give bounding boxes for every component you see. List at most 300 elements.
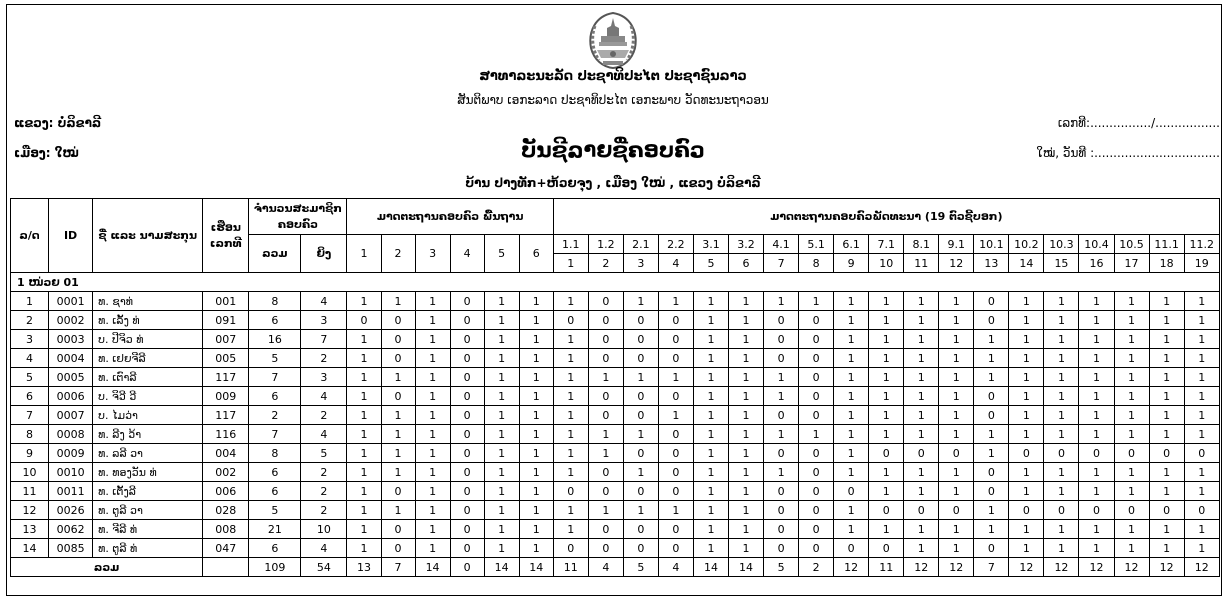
row-dev-value: 0: [799, 463, 834, 482]
header-name: ຊື່ ແລະ ນາມສະກຸນ: [93, 199, 203, 273]
row-dev-value: 1: [869, 520, 904, 539]
row-id: 0006: [49, 387, 93, 406]
totals-label: ລວມ: [11, 558, 203, 577]
row-basic-value: 0: [450, 406, 484, 425]
row-dev-value: 1: [869, 292, 904, 311]
table-row: [11, 539, 1220, 558]
row-dev-value: 0: [764, 406, 799, 425]
row-member-female: 4: [301, 292, 347, 311]
row-dev-value: 1: [834, 311, 869, 330]
row-dev-value: 1: [1149, 330, 1184, 349]
row-house-number: 117: [203, 368, 249, 387]
row-dev-value: 0: [588, 311, 623, 330]
row-dev-value: 1: [764, 292, 799, 311]
row-dev-value: 1: [834, 444, 869, 463]
totals-dev-value: 12: [1184, 558, 1219, 577]
header-dev-code: 8.1: [904, 235, 939, 254]
row-id: 0008: [49, 425, 93, 444]
row-basic-value: 1: [347, 349, 381, 368]
row-member-female: 7: [301, 330, 347, 349]
row-basic-value: 1: [519, 520, 553, 539]
row-basic-value: 1: [347, 463, 381, 482]
row-house-number: 002: [203, 463, 249, 482]
row-dev-value: 1: [974, 349, 1009, 368]
header-dev-number: 12: [939, 254, 974, 273]
row-basic-value: 1: [484, 539, 519, 558]
totals-dev-value: 11: [553, 558, 588, 577]
row-dev-value: 1: [904, 482, 939, 501]
row-dev-value: 1: [1044, 539, 1079, 558]
row-dev-value: 1: [1079, 406, 1114, 425]
header-dev-number: 5: [693, 254, 728, 273]
row-dev-value: 1: [1184, 349, 1219, 368]
row-basic-value: 1: [519, 387, 553, 406]
row-dev-value: 0: [764, 482, 799, 501]
row-dev-value: 1: [1079, 292, 1114, 311]
row-dev-value: 1: [904, 368, 939, 387]
row-dev-value: 1: [1009, 425, 1044, 444]
row-dev-value: 1: [1184, 520, 1219, 539]
header-dev-code: 10.3: [1044, 235, 1079, 254]
row-dev-value: 1: [1149, 368, 1184, 387]
row-dev-value: 1: [623, 425, 658, 444]
header-dev-code: 9.1: [939, 235, 974, 254]
table-row: [11, 463, 1220, 482]
header-basic-col: 3: [415, 235, 450, 273]
row-dev-value: 1: [1114, 387, 1149, 406]
row-basic-value: 1: [415, 501, 450, 520]
row-dev-value: 1: [553, 425, 588, 444]
row-house-number: 116: [203, 425, 249, 444]
row-basic-value: 0: [450, 444, 484, 463]
totals-dev-value: 12: [1079, 558, 1114, 577]
row-dev-value: 1: [1009, 349, 1044, 368]
row-dev-value: 0: [553, 482, 588, 501]
row-basic-value: 1: [415, 463, 450, 482]
row-dev-value: 1: [693, 482, 728, 501]
row-member-total: 6: [249, 463, 301, 482]
row-dev-value: 1: [1044, 406, 1079, 425]
row-dev-value: 1: [834, 463, 869, 482]
row-dev-value: 1: [1184, 463, 1219, 482]
table-header: [11, 199, 1220, 273]
row-dev-value: 1: [904, 311, 939, 330]
row-dev-value: 1: [1184, 368, 1219, 387]
row-dev-value: 1: [1009, 330, 1044, 349]
row-basic-value: 0: [450, 368, 484, 387]
row-dev-value: 1: [623, 368, 658, 387]
row-dev-value: 0: [1079, 444, 1114, 463]
row-dev-value: 0: [764, 349, 799, 368]
row-dev-value: 0: [1184, 501, 1219, 520]
row-dev-value: 1: [974, 425, 1009, 444]
row-dev-value: 0: [588, 292, 623, 311]
row-basic-value: 1: [381, 463, 415, 482]
row-dev-value: 1: [1044, 311, 1079, 330]
row-dev-value: 1: [1114, 425, 1149, 444]
row-dev-value: 1: [588, 501, 623, 520]
row-dev-value: 1: [939, 292, 974, 311]
row-dev-value: 1: [764, 463, 799, 482]
row-dev-value: 1: [904, 463, 939, 482]
header-dev-code: 4.1: [764, 235, 799, 254]
totals-dev-value: 12: [1149, 558, 1184, 577]
row-basic-value: 1: [347, 520, 381, 539]
row-dev-value: 1: [1114, 482, 1149, 501]
document-number: ເລກທີ:................/.................: [1057, 116, 1220, 130]
row-dev-value: 1: [1149, 349, 1184, 368]
row-dev-value: 1: [904, 292, 939, 311]
table-row: [11, 444, 1220, 463]
totals-dev-value: 12: [1044, 558, 1079, 577]
row-basic-value: 1: [519, 425, 553, 444]
totals-dev-value: 12: [1114, 558, 1149, 577]
row-basic-value: 1: [415, 482, 450, 501]
row-dev-value: 0: [799, 482, 834, 501]
row-basic-value: 0: [450, 425, 484, 444]
table-row: [11, 387, 1220, 406]
row-basic-value: 1: [347, 406, 381, 425]
row-dev-value: 0: [904, 444, 939, 463]
table-row: [11, 482, 1220, 501]
totals-dev-value: 4: [588, 558, 623, 577]
header-basic-col: 5: [484, 235, 519, 273]
row-basic-value: 1: [381, 444, 415, 463]
row-dev-value: 0: [623, 311, 658, 330]
row-dev-value: 1: [693, 311, 728, 330]
row-dev-value: 0: [658, 425, 693, 444]
totals-dev-value: 12: [1009, 558, 1044, 577]
row-id: 0010: [49, 463, 93, 482]
row-dev-value: 1: [1114, 330, 1149, 349]
row-dev-value: 0: [658, 539, 693, 558]
row-dev-value: 0: [623, 387, 658, 406]
row-dev-value: 1: [1114, 539, 1149, 558]
table-body: [11, 273, 1220, 577]
header-dev-code: 11.2: [1184, 235, 1219, 254]
totals-dev-value: 11: [869, 558, 904, 577]
table-row: [11, 520, 1220, 539]
row-dev-value: 1: [904, 406, 939, 425]
row-dev-value: 0: [974, 539, 1009, 558]
row-dev-value: 1: [1184, 539, 1219, 558]
row-house-number: 117: [203, 406, 249, 425]
row-name: ທ. ຕູລີ ທ່: [93, 539, 203, 558]
header-basic-col: 4: [450, 235, 484, 273]
header-dev-code: 11.1: [1149, 235, 1184, 254]
row-member-total: 7: [249, 425, 301, 444]
row-dev-value: 1: [1149, 292, 1184, 311]
row-dev-value: 1: [1009, 482, 1044, 501]
row-dev-value: 1: [553, 330, 588, 349]
totals-dev-value: 12: [939, 558, 974, 577]
row-dev-value: 1: [939, 463, 974, 482]
header-total: ລວມ: [249, 235, 301, 273]
row-dev-value: 1: [1114, 406, 1149, 425]
row-basic-value: 1: [519, 444, 553, 463]
row-dev-value: 1: [693, 520, 728, 539]
row-dev-value: 1: [693, 444, 728, 463]
row-basic-value: 1: [519, 539, 553, 558]
row-dev-value: 1: [1114, 463, 1149, 482]
row-basic-value: 0: [450, 292, 484, 311]
row-dev-value: 1: [623, 292, 658, 311]
row-dev-value: 1: [1184, 311, 1219, 330]
row-dev-value: 1: [729, 444, 764, 463]
row-basic-value: 1: [519, 292, 553, 311]
table-row: [11, 368, 1220, 387]
row-basic-value: 1: [347, 368, 381, 387]
row-dev-value: 1: [1149, 406, 1184, 425]
row-dev-value: 1: [1079, 311, 1114, 330]
row-dev-value: 1: [869, 349, 904, 368]
row-dev-value: 0: [799, 520, 834, 539]
row-dev-value: 0: [553, 539, 588, 558]
row-dev-value: 1: [693, 501, 728, 520]
row-id: 0002: [49, 311, 93, 330]
row-dev-value: 1: [658, 501, 693, 520]
row-dev-value: 1: [729, 349, 764, 368]
row-dev-value: 1: [939, 387, 974, 406]
row-basic-value: 0: [450, 463, 484, 482]
row-dev-value: 1: [834, 330, 869, 349]
row-dev-value: 1: [693, 292, 728, 311]
row-basic-value: 1: [415, 444, 450, 463]
row-id: 0004: [49, 349, 93, 368]
row-number: 9: [11, 444, 49, 463]
row-basic-value: 1: [519, 349, 553, 368]
row-basic-value: 1: [347, 539, 381, 558]
row-dev-value: 1: [974, 330, 1009, 349]
row-dev-value: 1: [729, 330, 764, 349]
header-dev-code: 2.1: [623, 235, 658, 254]
header-dev-code: 2.2: [658, 235, 693, 254]
header-dev-number: 2: [588, 254, 623, 273]
totals-member-female: 54: [301, 558, 347, 577]
row-basic-value: 1: [381, 425, 415, 444]
row-dev-value: 1: [939, 520, 974, 539]
row-dev-value: 1: [1009, 406, 1044, 425]
row-dev-value: 1: [553, 463, 588, 482]
header-dev-number: 6: [729, 254, 764, 273]
row-basic-value: 1: [484, 463, 519, 482]
row-basic-value: 1: [519, 463, 553, 482]
row-number: 8: [11, 425, 49, 444]
row-member-total: 21: [249, 520, 301, 539]
row-basic-value: 1: [484, 292, 519, 311]
group-label: 1 ໜ່ວຍ 01: [11, 273, 1220, 292]
row-dev-value: 0: [658, 520, 693, 539]
totals-dev-value: 4: [658, 558, 693, 577]
row-dev-value: 0: [974, 387, 1009, 406]
row-dev-value: 0: [623, 539, 658, 558]
row-dev-value: 1: [693, 330, 728, 349]
row-dev-value: 0: [658, 349, 693, 368]
row-number: 2: [11, 311, 49, 330]
header-basic-col: 6: [519, 235, 553, 273]
row-number: 3: [11, 330, 49, 349]
row-dev-value: 1: [658, 368, 693, 387]
row-member-female: 2: [301, 349, 347, 368]
row-member-total: 7: [249, 368, 301, 387]
row-dev-value: 1: [1009, 292, 1044, 311]
row-dev-value: 0: [939, 501, 974, 520]
row-dev-value: 0: [869, 539, 904, 558]
row-member-total: 5: [249, 501, 301, 520]
village-subtitle: ບ້ານ ປາງທັກ+ຫ້ວຍຈຸງ , ເມືອງ ໃໝ່ , ແຂວງ ບໍ່ລິຂາລີ: [465, 176, 761, 190]
row-basic-value: 0: [450, 349, 484, 368]
totals-dev-value: 2: [799, 558, 834, 577]
row-dev-value: 1: [1114, 311, 1149, 330]
row-dev-value: 1: [869, 387, 904, 406]
row-dev-value: 0: [764, 444, 799, 463]
row-basic-value: 1: [347, 501, 381, 520]
header-dev-code: 10.5: [1114, 235, 1149, 254]
row-member-female: 5: [301, 444, 347, 463]
row-dev-value: 1: [1114, 520, 1149, 539]
row-dev-value: 1: [553, 349, 588, 368]
row-basic-value: 1: [415, 539, 450, 558]
row-number: 12: [11, 501, 49, 520]
row-basic-value: 1: [415, 311, 450, 330]
row-dev-value: 0: [1184, 444, 1219, 463]
row-basic-value: 0: [381, 330, 415, 349]
row-dev-value: 1: [1009, 368, 1044, 387]
row-dev-value: 1: [1079, 387, 1114, 406]
row-name: ທ. ເຕົາລີ: [93, 368, 203, 387]
row-dev-value: 1: [1079, 520, 1114, 539]
row-dev-value: 0: [588, 482, 623, 501]
row-basic-value: 1: [347, 387, 381, 406]
row-dev-value: 1: [869, 368, 904, 387]
row-basic-value: 1: [484, 368, 519, 387]
row-dev-value: 1: [869, 463, 904, 482]
row-house-number: 008: [203, 520, 249, 539]
row-basic-value: 1: [484, 501, 519, 520]
row-dev-value: 1: [1149, 520, 1184, 539]
row-member-total: 5: [249, 349, 301, 368]
header-dev-number: 1: [553, 254, 588, 273]
row-name: ທ. ເຢຍຈີລີ: [93, 349, 203, 368]
document-date: ໃໝ່, ວັນທີ :.................................: [1036, 146, 1220, 160]
row-basic-value: 1: [347, 292, 381, 311]
row-dev-value: 1: [1009, 520, 1044, 539]
row-member-female: 2: [301, 501, 347, 520]
header-dev-code: 10.4: [1079, 235, 1114, 254]
header-dev-number: 16: [1079, 254, 1114, 273]
family-register-table: [10, 198, 1220, 577]
row-basic-value: 1: [484, 387, 519, 406]
row-dev-value: 1: [693, 349, 728, 368]
row-house-number: 091: [203, 311, 249, 330]
row-dev-value: 0: [588, 330, 623, 349]
row-dev-value: 1: [693, 425, 728, 444]
row-basic-value: 0: [450, 539, 484, 558]
row-dev-value: 1: [1044, 292, 1079, 311]
totals-dev-value: 5: [623, 558, 658, 577]
row-dev-value: 0: [764, 539, 799, 558]
row-id: 0003: [49, 330, 93, 349]
row-dev-value: 0: [1044, 501, 1079, 520]
row-dev-value: 1: [869, 425, 904, 444]
page-title: ບັນຊີລາຍຊື່ຄອບຄົວ: [521, 138, 705, 162]
row-basic-value: 1: [415, 292, 450, 311]
row-dev-value: 1: [904, 387, 939, 406]
row-dev-value: 0: [588, 539, 623, 558]
row-number: 13: [11, 520, 49, 539]
row-dev-value: 1: [1009, 311, 1044, 330]
header-dev-number: 4: [658, 254, 693, 273]
row-dev-value: 0: [764, 330, 799, 349]
totals-basic-value: 13: [347, 558, 381, 577]
row-dev-value: 1: [693, 387, 728, 406]
row-id: 0005: [49, 368, 93, 387]
row-dev-value: 0: [1009, 444, 1044, 463]
row-dev-value: 0: [1114, 501, 1149, 520]
row-dev-value: 0: [1114, 444, 1149, 463]
row-member-total: 6: [249, 482, 301, 501]
totals-basic-value: 0: [450, 558, 484, 577]
row-basic-value: 1: [484, 444, 519, 463]
row-dev-value: 0: [623, 482, 658, 501]
row-member-female: 4: [301, 425, 347, 444]
row-basic-value: 1: [519, 406, 553, 425]
totals-basic-value: 14: [415, 558, 450, 577]
row-dev-value: 1: [623, 463, 658, 482]
row-basic-value: 1: [415, 425, 450, 444]
row-dev-value: 0: [1044, 444, 1079, 463]
row-number: 6: [11, 387, 49, 406]
row-dev-value: 1: [693, 368, 728, 387]
row-id: 0001: [49, 292, 93, 311]
row-dev-value: 1: [974, 501, 1009, 520]
row-number: 14: [11, 539, 49, 558]
row-name: ທ. ເລັ້ງ ທ່: [93, 311, 203, 330]
row-dev-value: 1: [1079, 368, 1114, 387]
row-dev-value: 0: [764, 520, 799, 539]
row-dev-value: 1: [588, 425, 623, 444]
row-dev-value: 0: [869, 444, 904, 463]
row-name: ທ. ຕູລີ ວາ: [93, 501, 203, 520]
row-dev-value: 1: [1114, 349, 1149, 368]
row-dev-value: 1: [939, 482, 974, 501]
row-basic-value: 1: [347, 425, 381, 444]
row-dev-value: 1: [1184, 425, 1219, 444]
row-basic-value: 0: [347, 311, 381, 330]
row-dev-value: 1: [1079, 463, 1114, 482]
row-dev-value: 1: [553, 520, 588, 539]
row-dev-value: 1: [1149, 311, 1184, 330]
row-dev-value: 0: [623, 406, 658, 425]
row-house-number: 006: [203, 482, 249, 501]
row-dev-value: 0: [1009, 501, 1044, 520]
table-row: [11, 292, 1220, 311]
row-basic-value: 1: [381, 501, 415, 520]
totals-dev-value: 14: [693, 558, 728, 577]
row-house-number: 007: [203, 330, 249, 349]
row-dev-value: 1: [1184, 406, 1219, 425]
row-dev-value: 0: [588, 387, 623, 406]
header-dev-code: 5.1: [799, 235, 834, 254]
row-basic-value: 1: [484, 482, 519, 501]
row-name: ບ. ປີຈິວ ທ່: [93, 330, 203, 349]
row-dev-value: 1: [729, 482, 764, 501]
header-dev-number: 10: [869, 254, 904, 273]
row-dev-value: 1: [658, 406, 693, 425]
row-dev-value: 0: [658, 387, 693, 406]
row-member-female: 3: [301, 368, 347, 387]
row-dev-value: 0: [799, 444, 834, 463]
